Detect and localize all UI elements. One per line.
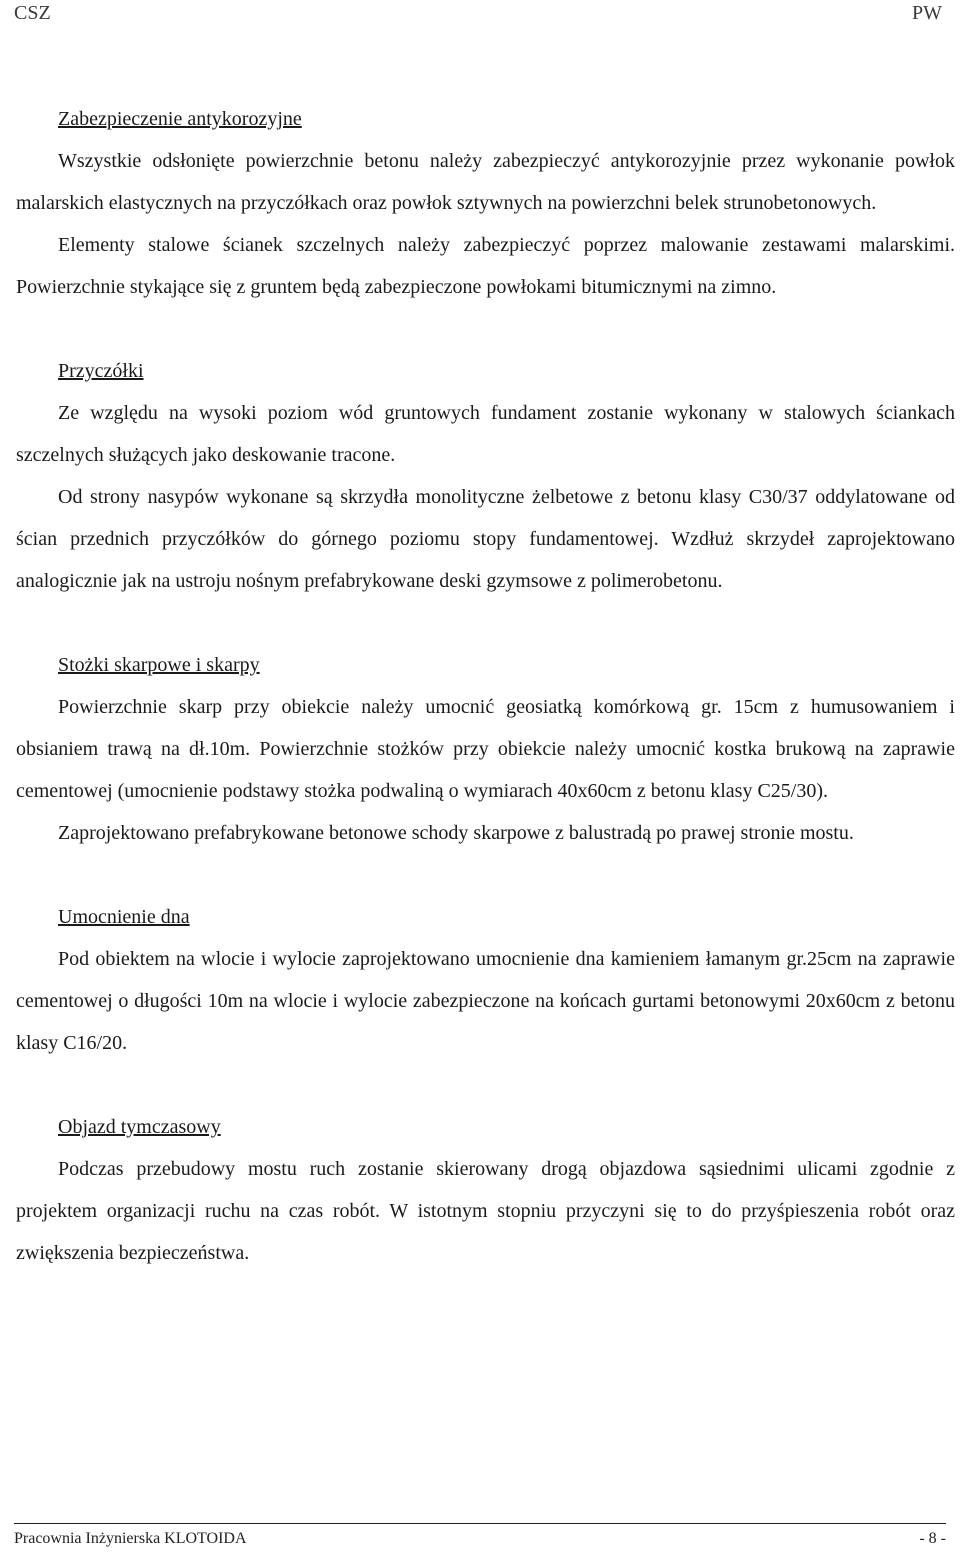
header-right-code: PW xyxy=(912,2,942,24)
paragraph: Powierzchnie skarp przy obiekcie należy umocnić geosiatką komórkową gr. 15cm z humusowaniem i obsianiem trawą na dł.10m. Powierzchnie stożków przy obiekcie należy umocnić kostka brukową na zaprawie cementowej (umocnienie podstawy stożka podwaliną o wymiarach 40x60cm z betonu klasy C25/30). xyxy=(16,696,955,802)
section-anticorrosion xyxy=(16,98,955,308)
section-heading: Zabezpieczenie antykorozyjne xyxy=(58,108,302,130)
section-temporary-detour xyxy=(16,1106,955,1274)
footer-company: Pracownia Inżynierska KLOTOIDA xyxy=(14,1530,247,1547)
section-heading: Umocnienie dna xyxy=(58,906,190,928)
paragraph: Ze względu na wysoki poziom wód gruntowych fundament zostanie wykonany w stalowych ściankach szczelnych służących jako deskowanie tracone. xyxy=(16,402,955,466)
paragraph: Od strony nasypów wykonane są skrzydła monolityczne żelbetowe z betonu klasy C30/37 oddylatowane od ścian przednich przyczółków do górnego poziomu stopy fundamentowej. Wzdłuż skrzydeł zaprojektowano analogicznie jak na ustroju nośnym prefabrykowane deski gzymsowe z polimerobetonu. xyxy=(16,486,955,592)
header-left-code: CSZ xyxy=(14,2,51,24)
paragraph: Zaprojektowano prefabrykowane betonowe schody skarpowe z balustradą po prawej stronie mostu. xyxy=(58,822,854,844)
section-heading: Przyczółki xyxy=(58,360,144,382)
section-abutments xyxy=(16,350,955,602)
paragraph: Pod obiektem na wlocie i wylocie zaprojektowano umocnienie dna kamieniem łamanym gr.25cm na zaprawie cementowej o długości 10m na wlocie i wylocie zabezpieczone na końcach gurtami betonowymi 20x60cm z betonu klasy C16/20. xyxy=(16,948,955,1054)
page-number: - 8 - xyxy=(919,1530,946,1547)
section-slope-cones xyxy=(16,644,955,854)
document-body xyxy=(16,98,955,1274)
paragraph: Elementy stalowe ścianek szczelnych należy zabezpieczyć poprzez malowanie zestawami malarskimi. Powierzchnie stykające się z gruntem będą zabezpieczone powłokami bitumicznymi na zimno. xyxy=(16,234,955,298)
footer-divider xyxy=(14,1523,946,1524)
page-header xyxy=(0,0,960,40)
section-bed-reinforcement xyxy=(16,896,955,1064)
paragraph: Podczas przebudowy mostu ruch zostanie skierowany drogą objazdowa sąsiednimi ulicami zgodnie z projektem organizacji ruchu na czas robót. W istotnym stopniu przyczyni się to do przyśpieszenia robót oraz zwiększenia bezpieczeństwa. xyxy=(16,1158,955,1264)
paragraph: Wszystkie odsłonięte powierzchnie betonu należy zabezpieczyć antykorozyjnie przez wykonanie powłok malarskich elastycznych na przyczółkach oraz powłok sztywnych na powierzchni belek strunobetonowych. xyxy=(16,150,955,214)
section-heading: Stożki skarpowe i skarpy xyxy=(58,654,260,676)
section-heading: Objazd tymczasowy xyxy=(58,1116,221,1138)
